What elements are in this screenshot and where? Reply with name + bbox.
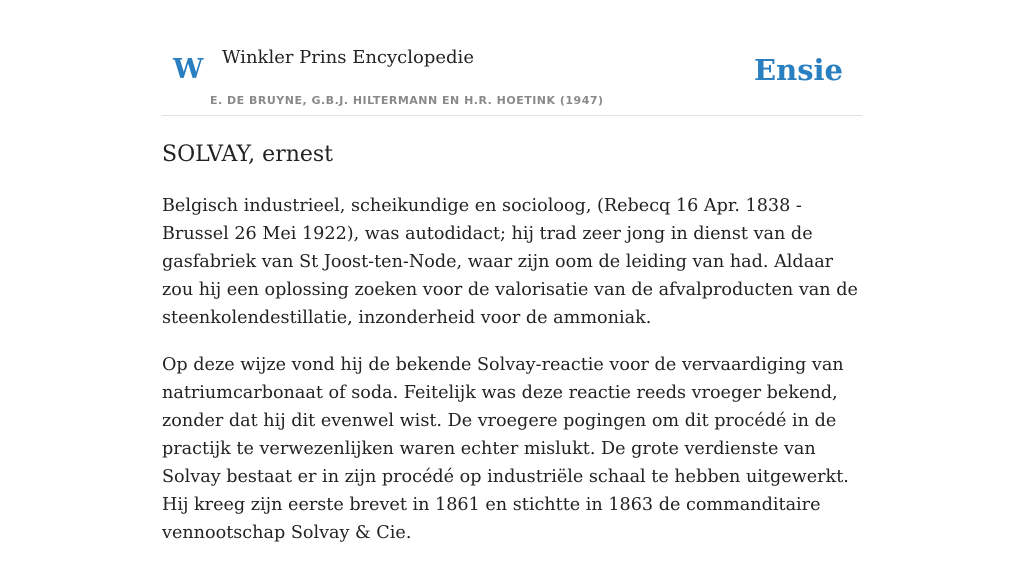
source-header xyxy=(162,0,862,116)
article-body xyxy=(162,192,862,566)
source-title-link[interactable]: Winkler Prins Encyclopedie xyxy=(222,47,474,68)
ensie-logo-link[interactable]: Ensie xyxy=(754,53,843,87)
article-paragraph-2: Op deze wijze vond hij de bekende Solvay-reactie voor de vervaardiging van natriumcarbonaat of soda. Feitelijk was deze reactie reeds vroeger bekend, zonder dat hij dit evenwel wist. De vroegere pogingen om dit procédé in de practijk te verwezenlijken waren echter mislukt. De grote verdienste van Solvay bestaat er in zijn procédé op industriële schaal te hebben uitgewerkt. Hij kreeg zijn eerste brevet in 1861 en stichtte in 1863 de commanditaire vennootschap Solvay & Cie. xyxy=(162,355,849,543)
article-paragraph-1: Belgisch industrieel, scheikundige en socioloog, (Rebecq 16 Apr. 1838 - Brussel 26 Mei 1922), was autodidact; hij trad zeer jong in dienst van de gasfabriek van St Joost-ten-Node, waar zijn oom de leiding van had. Aldaar zou hij een oplossing zoeken voor de valorisatie van de afvalproducten van de steenkolendestillatie, inzonderheid voor de ammoniak. xyxy=(162,196,858,328)
source-authors: E. DE BRUYNE, G.B.J. HILTERMANN EN H.R. HOETINK (1947) xyxy=(210,94,604,107)
source-logo[interactable]: W xyxy=(173,54,204,85)
article-title: SOLVAY, ernest xyxy=(162,142,334,167)
